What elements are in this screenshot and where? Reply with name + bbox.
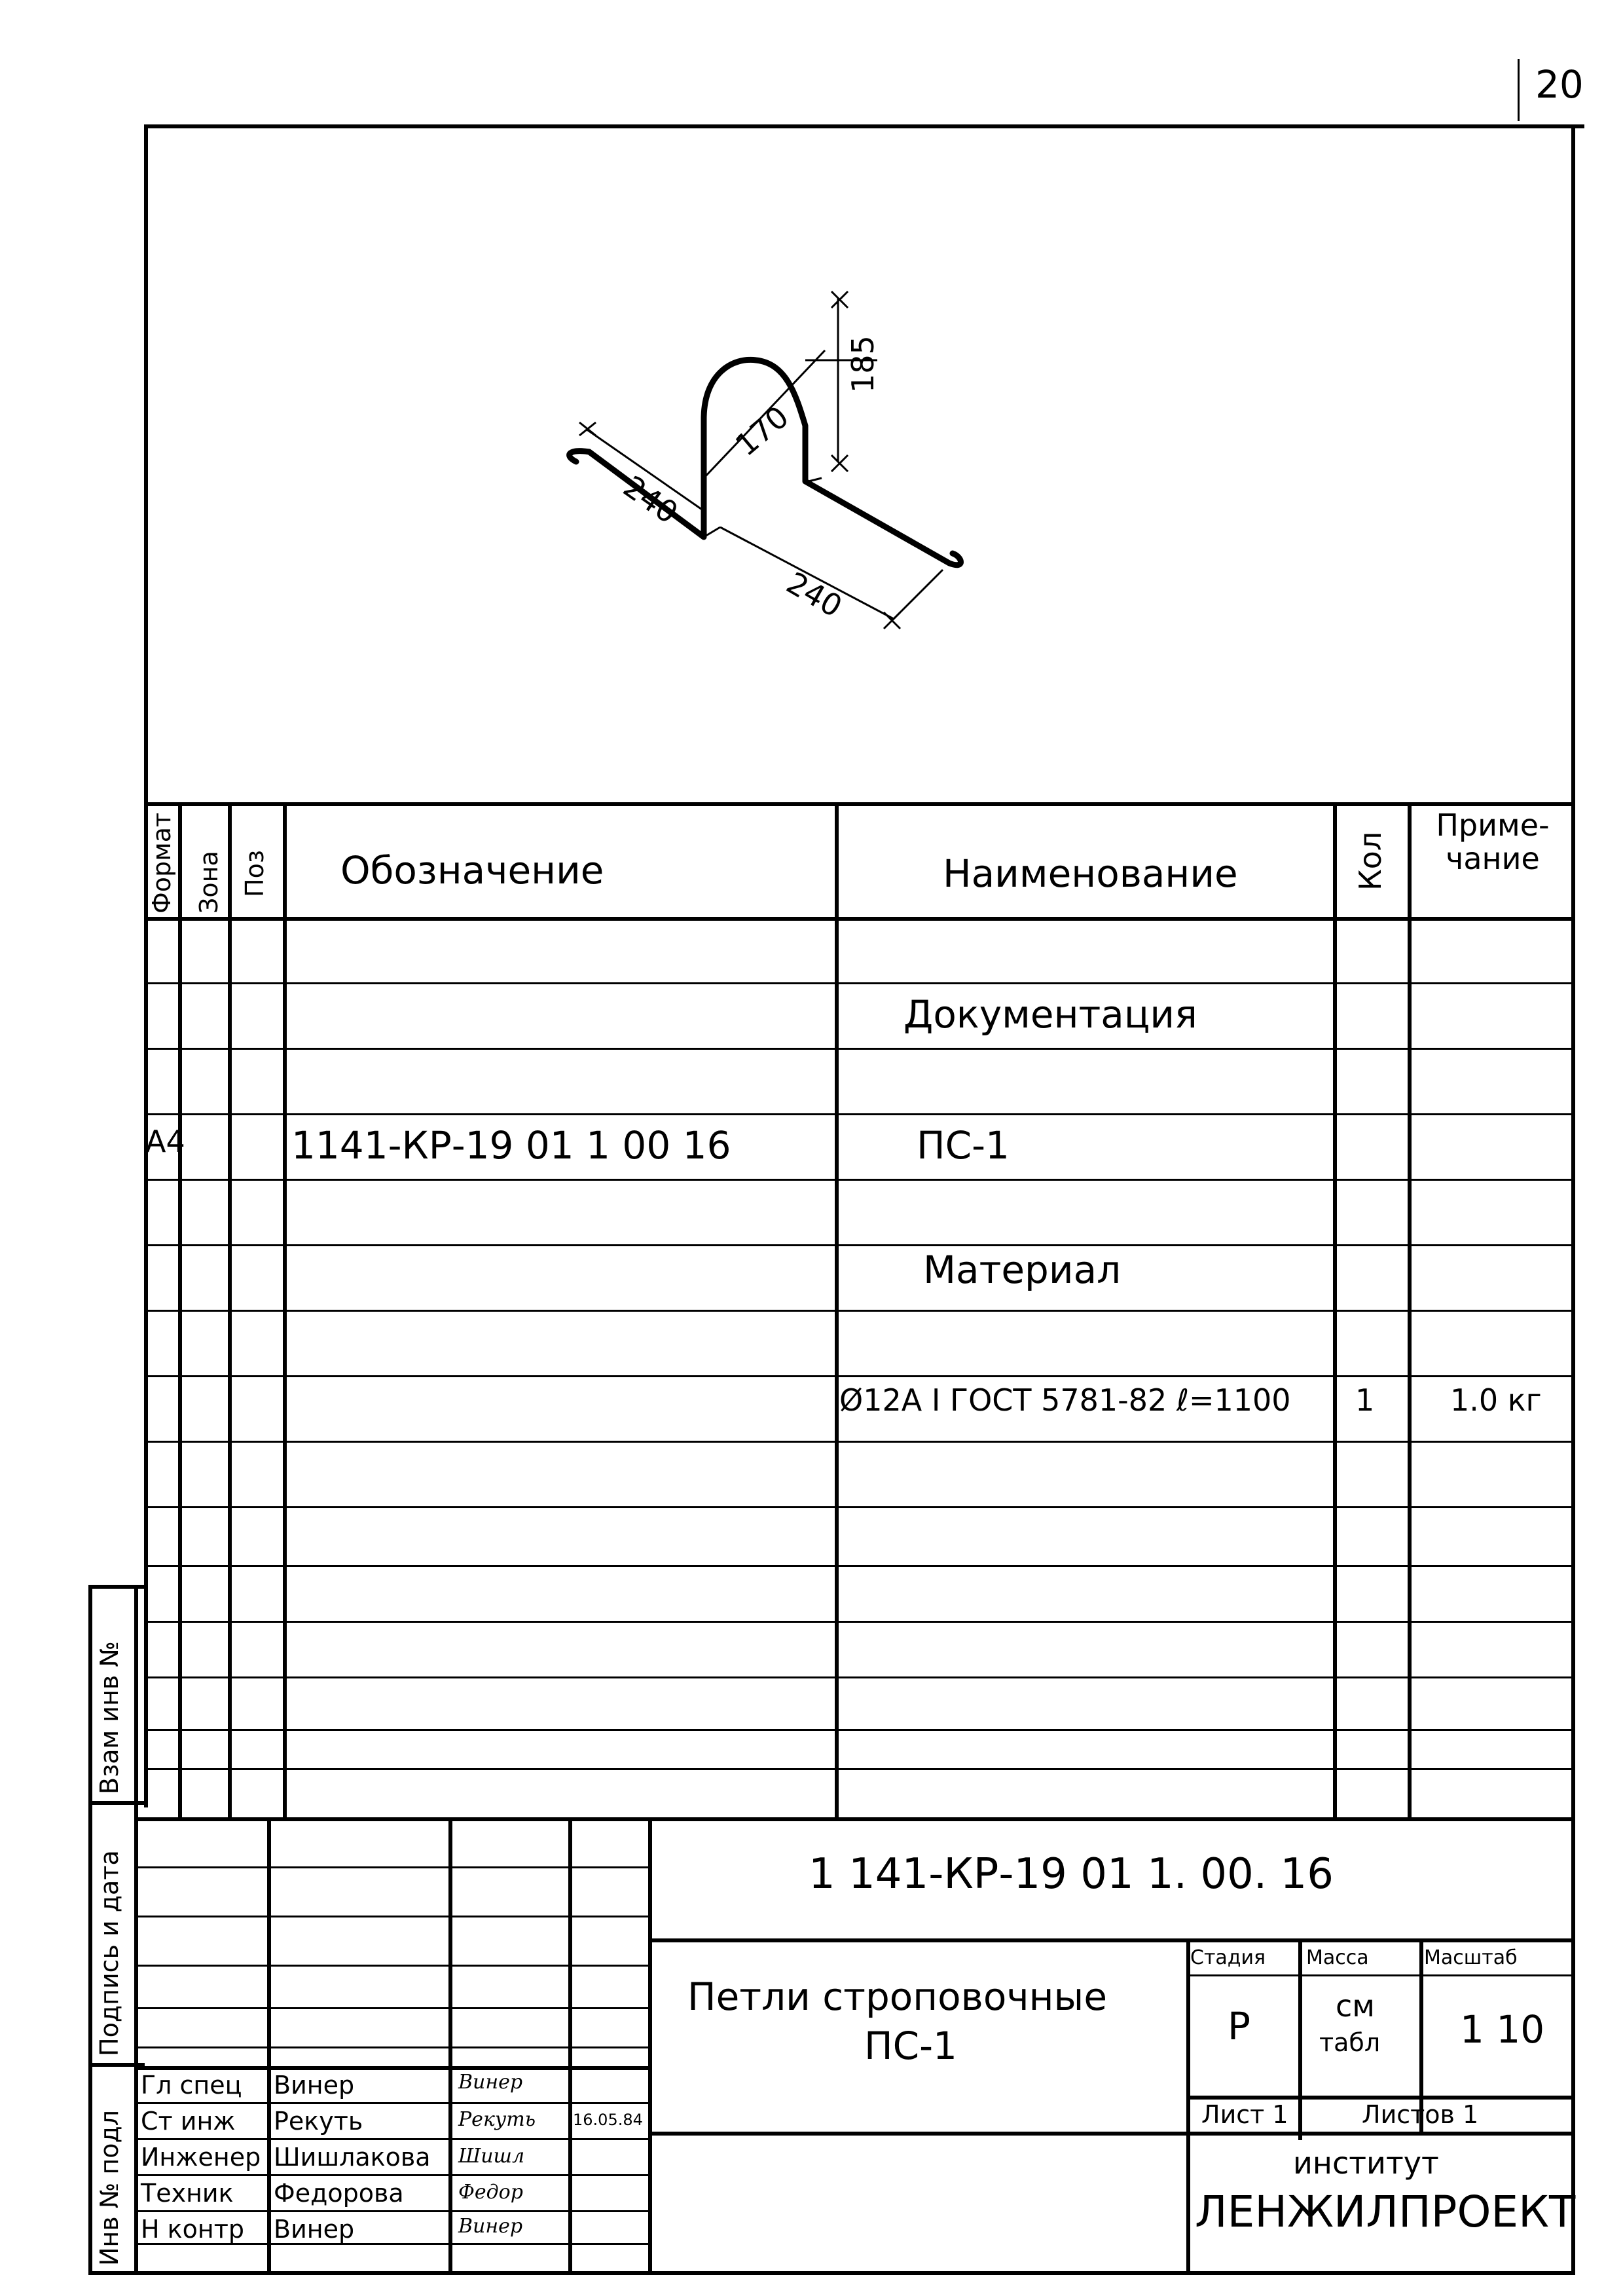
title-block-top	[134, 1817, 1573, 1821]
stage-label: Стадия	[1190, 1946, 1266, 1969]
stamp-replace-inv: Взам инв №	[95, 1641, 124, 1794]
signer-role-2: Инженер	[141, 2143, 261, 2172]
stamp-sign-date: Подпись и дата	[95, 1850, 124, 2056]
signer-name-2: Шишлакова	[274, 2143, 431, 2172]
loop-bar	[570, 360, 961, 565]
dim-ext-b	[809, 478, 822, 481]
corner-divider	[1518, 59, 1520, 121]
signature-2: Шишл	[458, 2145, 525, 2168]
row1-designation: 1141-КР-19 01 1 00 16	[291, 1123, 731, 1168]
hdr-pos: Поз	[240, 849, 269, 897]
signature-4: Винер	[458, 2215, 523, 2238]
section-material: Материал	[923, 1248, 1122, 1292]
dim-label-185: 185	[845, 335, 881, 393]
dim-ext-c	[894, 570, 943, 619]
side-stamp-right	[134, 1585, 138, 2272]
hdr-format: Формат	[147, 812, 176, 914]
sign-date: 16.05.84	[573, 2111, 643, 2129]
section-docs: Документация	[903, 992, 1197, 1037]
row2-note: 1.0 кг	[1450, 1382, 1542, 1418]
doc-code: 1 141-КР-19 01 1. 00. 16	[809, 1850, 1334, 1898]
signer-role-1: Ст инж	[141, 2107, 236, 2136]
dim-label-170: 170	[728, 399, 795, 463]
scale-label: Масштаб	[1424, 1946, 1518, 1969]
signer-role-0: Гл спец	[141, 2071, 242, 2100]
hdr-qty: Кол	[1353, 831, 1388, 891]
institute-name: ЛЕНЖИЛПРОЕКТ	[1195, 2187, 1576, 2237]
hdr-zone: Зона	[194, 851, 223, 914]
signer-role-3: Техник	[141, 2179, 234, 2208]
signature-3: Федор	[458, 2181, 523, 2204]
signature-1: Рекуть	[458, 2108, 536, 2131]
hdr-designation: Обозначение	[340, 848, 604, 893]
sheet-label: Лист 1	[1201, 2100, 1288, 2129]
stamp-inv-sub: Инв № подл	[95, 2109, 124, 2266]
title-line2: ПС-1	[864, 2024, 957, 2068]
frame-left	[144, 124, 148, 1807]
spec-header-bottom	[144, 917, 1573, 921]
spec-top-border	[144, 802, 1573, 806]
signer-name-1: Рекуть	[274, 2107, 363, 2136]
signer-name-4: Винер	[274, 2215, 355, 2244]
signature-0: Винер	[458, 2071, 523, 2094]
sheet-number: 20	[1535, 62, 1584, 107]
signer-role-4: Н контр	[141, 2215, 244, 2244]
signer-name-3: Федорова	[274, 2179, 404, 2208]
row1-name: ПС-1	[917, 1123, 1010, 1168]
hdr-name: Наименование	[943, 851, 1238, 896]
title-line1: Петли строповочные	[687, 1974, 1108, 2019]
row1-format: А4	[145, 1124, 185, 1159]
hdr-note: Приме- чание	[1436, 807, 1550, 876]
scale-value: 1 10	[1460, 2007, 1545, 2052]
sheets-label: Листов 1	[1362, 2100, 1479, 2129]
stage-value: Р	[1228, 2004, 1250, 2048]
institute-label: институт	[1293, 2145, 1439, 2181]
frame-top	[144, 124, 1584, 128]
dim-label-240-right: 240	[780, 565, 848, 625]
mass-label: Масса	[1306, 1946, 1369, 1969]
dim-label-240-left: 240	[617, 468, 685, 531]
side-stamp-left	[88, 1585, 92, 2272]
mass-value-2: табл	[1319, 2028, 1381, 2057]
row2-name: Ø12А I ГОСТ 5781-82 ℓ=1100	[839, 1382, 1291, 1418]
mass-value-1: см	[1336, 1988, 1375, 2024]
signer-name-0: Винер	[274, 2071, 355, 2100]
row2-qty: 1	[1355, 1382, 1375, 1418]
frame-right	[1571, 124, 1575, 2272]
frame-bottom	[88, 2271, 1575, 2275]
